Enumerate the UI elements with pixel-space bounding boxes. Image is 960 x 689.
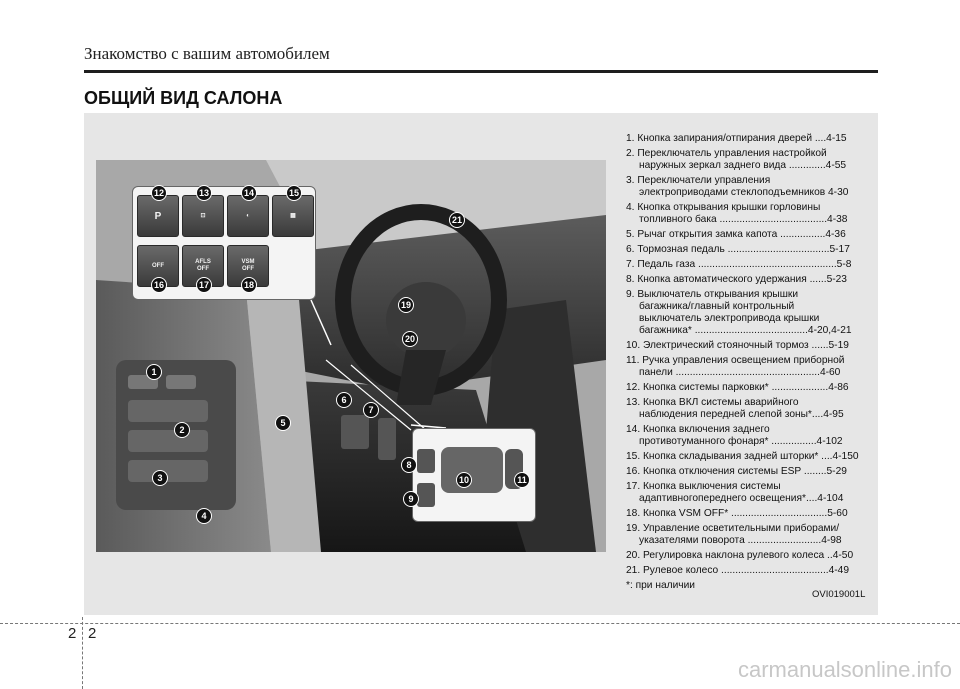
list-item: 8. Кнопка автоматического удержания ......5-23 [626,274,847,285]
parking-brake-switch[interactable] [441,447,503,493]
callout-4: 4 [196,508,212,524]
callout-7: 7 [363,402,379,418]
callout-16: 16 [151,277,167,293]
list-item: 21. Рулевое колесо ......................................4-49 [626,565,850,576]
footnote: *: при наличии [626,580,695,591]
esp-off-switch[interactable]: OFF [137,245,179,287]
list-item: 19. Управление осветительными приборами/ указателями поворота ..........................4-98 [626,523,842,546]
gas-pedal [378,418,396,460]
switch-inset-panel [132,186,316,300]
footer-rule [0,623,960,624]
list-item: 15. Кнопка складывания задней шторки* ....4-150 [626,451,859,462]
list-item: 14. Кнопка включения заднего противотуманного фонаря* ................4-102 [626,424,843,447]
rear-curtain-switch[interactable] [272,195,314,237]
list-item: 17. Кнопка выключения системы адаптивногопереднего освещения*....4-104 [626,481,844,504]
list-item: 4. Кнопка открывания крышки горловины топливного бака ......................................4-38 [626,202,848,225]
chapter-title: Знакомство с вашим автомобилем [84,44,330,63]
callout-17: 17 [196,277,212,293]
callout-21: 21 [449,212,465,228]
curtain-icon: ▦ [290,212,296,219]
list-item: 1. Кнопка запирания/отпирания дверей ....4-15 [626,133,847,144]
list-item: 2. Переключатель управления настройкой наружных зеркал заднего вида .............4-55 [626,148,847,171]
callout-19: 19 [398,297,414,313]
list-item: 12. Кнопка системы парковки* ....................4-86 [626,382,849,393]
auto-hold-button[interactable] [417,449,435,473]
afls-off-switch[interactable]: AFLS OFF [182,245,224,287]
image-code: OVI019001L [812,589,866,600]
brake-pedal [341,415,369,449]
callout-18: 18 [241,277,257,293]
list-item: 10. Электрический стояночный тормоз ......5-19 [626,340,849,351]
list-item: 18. Кнопка VSM OFF* ..................................5-60 [626,508,848,519]
watermark: carmanualsonline.info [737,657,952,682]
header-rule [84,70,878,73]
callout-10: 10 [456,472,472,488]
fog-lamp-icon: ◐ [246,212,250,219]
blind-spot-switch[interactable] [182,195,224,237]
list-item: 6. Тормозная педаль ....................................5-17 [626,244,850,255]
car-icon: ⊡ [200,212,206,219]
callout-12: 12 [151,185,167,201]
parking-assist-switch[interactable]: P [137,195,179,237]
steering-wheel-hub [386,282,466,358]
callout-5: 5 [275,415,291,431]
list-item: 5. Рычаг открытия замка капота ................4-36 [626,229,846,240]
list-item: 7. Педаль газа .................................................5-8 [626,259,852,270]
page-number: 2 [88,625,97,642]
legend-list [626,133,872,595]
callout-6: 6 [336,392,352,408]
list-item: 13. Кнопка ВКЛ системы аварийного наблюдения передней слепой зоны*....4-95 [626,397,844,420]
callout-13: 13 [196,185,212,201]
footer-divider [82,617,83,689]
list-item: 11. Ручка управления освещением приборной панели ...................................................4-60 [626,355,845,378]
callout-3: 3 [152,470,168,486]
list-item: 16. Кнопка отключения системы ESP ........5-29 [626,466,847,477]
list-item: 9. Выключатель открывания крышки багажника/главный контрольный выключатель электропривода крышки багажника* ........................................4-20,4-21 [626,289,852,336]
callout-11: 11 [514,472,530,488]
callout-14: 14 [241,185,257,201]
callout-9: 9 [403,491,419,507]
trunk-switch[interactable] [417,483,435,507]
section-title: ОБЩИЙ ВИД САЛОНА [84,88,283,108]
section-number: 2 [68,625,77,642]
callout-15: 15 [286,185,302,201]
list-item: 3. Переключатели управления электроприводами стеклоподъемников 4-30 [626,175,849,198]
callout-2: 2 [174,422,190,438]
rear-fog-switch[interactable] [227,195,269,237]
callout-8: 8 [401,457,417,473]
callout-1: 1 [146,364,162,380]
list-item: 20. Регулировка наклона рулевого колеса ..4-50 [626,550,854,561]
vsm-off-switch[interactable]: VSM OFF [227,245,269,287]
callout-20: 20 [402,331,418,347]
